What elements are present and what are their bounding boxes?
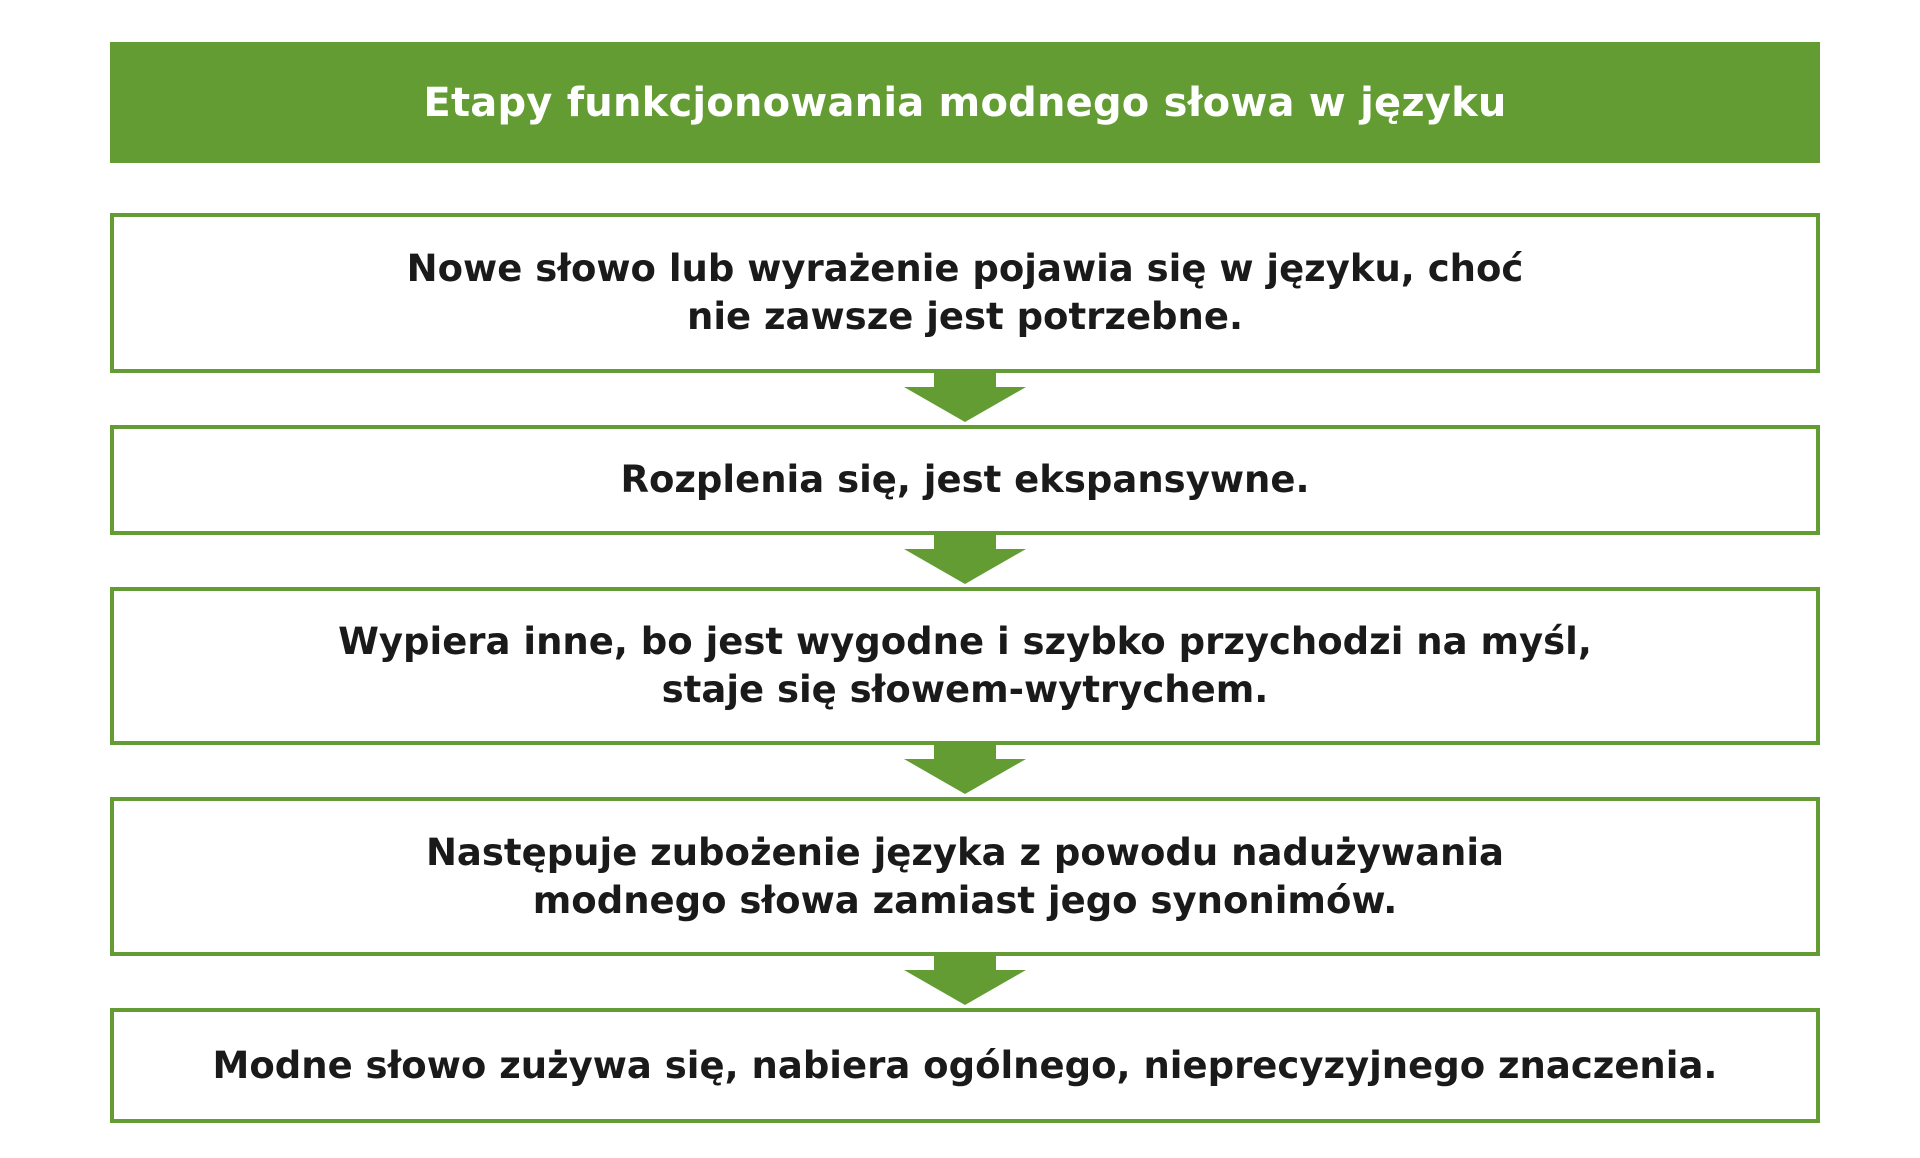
step-3-line-1: Wypiera inne, bo jest wygodne i szybko przychodzi na myśl,: [338, 620, 1592, 663]
step-text-2: [620, 456, 1309, 504]
step-5-line-1: Modne słowo zużywa się, nabiera ogólnego, nieprecyzyjnego znaczenia.: [212, 1043, 1718, 1087]
step-1-line-2: nie zawsze jest potrzebne.: [686, 295, 1244, 338]
step-4-line-2: modnego słowa zamiast jego synonimów.: [532, 878, 1398, 922]
step-text-4: [426, 829, 1504, 925]
step-text-1: [407, 245, 1524, 341]
down-arrow-icon: [904, 742, 1026, 794]
step-box-5: [110, 1008, 1820, 1123]
step-box-1: [110, 213, 1820, 373]
diagram-title: Etapy funkcjonowania modnego słowa w języku: [423, 79, 1507, 126]
step-text-5: [213, 1042, 1718, 1090]
step-box-3: [110, 587, 1820, 745]
diagram-title-banner: [110, 42, 1820, 163]
step-2-line-1: Rozplenia się, jest ekspansywne.: [620, 458, 1310, 501]
down-arrow-icon: [904, 370, 1026, 422]
step-1-line-1: Nowe słowo lub wyrażenie pojawia się w języku, choć: [406, 247, 1524, 290]
step-box-4: [110, 797, 1820, 956]
step-4-line-1: Następuje zubożenie języka z powodu nadużywania: [425, 830, 1505, 874]
step-box-2: [110, 425, 1820, 535]
down-arrow-icon: [904, 953, 1026, 1005]
step-3-line-2: staje się słowem-wytrychem.: [661, 668, 1269, 711]
step-text-3: [338, 618, 1592, 714]
down-arrow-icon: [904, 532, 1026, 584]
